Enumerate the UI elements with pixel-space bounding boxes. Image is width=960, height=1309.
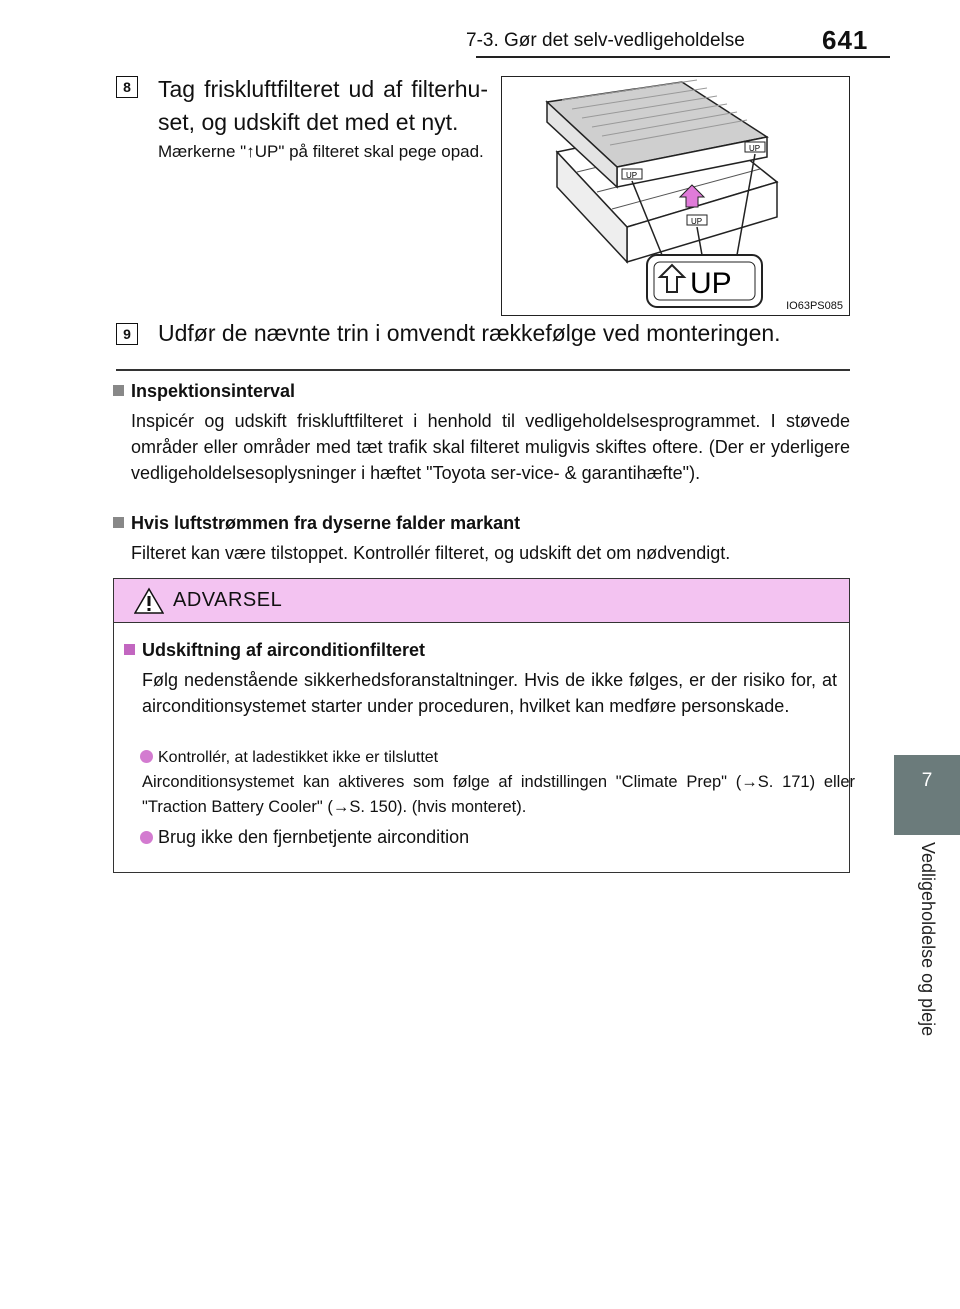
big-up-label: UP (690, 267, 732, 300)
dot-bullet-icon (140, 831, 153, 844)
dot-bullet-icon (140, 750, 153, 763)
warning-heading (124, 640, 425, 661)
section-title: 7-3. Gør det selv-vedligeholdelse (466, 30, 745, 51)
warning-bullet-2 (140, 825, 850, 850)
section-body-1: Inspicér og udskift friskluftfilteret i henhold til vedligeholdelsesprogrammet. I støvede områder eller områder med tæt trafik skal filteret muligvis skiftes oftere. (Der er yderligere vedligeholdelsesoplysninger i hæftet "Toyota ser-vice- & garantihæfte"). (131, 411, 850, 483)
step9-text: Udfør de nævnte trin i omvendt rækkefølge ved monteringen. (158, 320, 781, 346)
chapter-tab (894, 755, 960, 835)
image-code: IO63PS085 (786, 300, 843, 312)
small-up-label-1: UP (626, 171, 638, 180)
step8-text: Tag friskluftfilteret ud af filterhu-set, og udskift det med et nyt. (158, 76, 488, 135)
chapter-title: Vedligeholdelse og pleje (918, 842, 938, 1037)
step-number-8: 8 (116, 76, 138, 98)
warning-triangle-icon (134, 587, 164, 615)
header-rule (476, 56, 890, 58)
section-heading-2 (113, 513, 520, 534)
square-bullet-icon (113, 385, 124, 396)
section-body-2: Filteret kan være tilstoppet. Kontrollér filteret, og udskift det om nødvendigt. (131, 543, 731, 563)
chapter-title-container (897, 842, 960, 1072)
square-bullet-icon (124, 644, 135, 655)
section-heading-1-text: Inspektionsinterval (131, 381, 296, 401)
filter-illustration (501, 76, 850, 316)
warning-bullet-1 (140, 745, 850, 770)
small-up-label-2: UP (749, 144, 761, 153)
filter-drawing (502, 77, 849, 315)
warning-header (114, 579, 849, 623)
warning-heading-text: Udskiftning af airconditionfilteret (142, 640, 426, 660)
warning-bullet-2-title: Brug ikke den fjernbetjente aircondition (158, 827, 470, 847)
warning-bullet-1-body: Airconditionsystemet kan aktiveres som følge af indstillingen "Climate Prep" (→S. 171) eller "Traction Battery Cooler" (→S. 150). (hvis monteret). (142, 773, 855, 816)
page-number: 641 (822, 25, 869, 55)
warning-bullet-1-title: Kontrollér, at ladestikket ikke er tilsluttet (158, 749, 439, 766)
warning-title: ADVARSEL (173, 589, 283, 611)
small-up-label-3: UP (691, 217, 703, 226)
warning-body: Følg nedenstående sikkerhedsforanstaltninger. Hvis de ikke følges, er der risiko for, at airconditionsystemet starter under proceduren, hvilket kan medføre personskade. (142, 670, 837, 716)
section-heading-1 (113, 381, 295, 402)
chapter-number: 7 (921, 770, 933, 791)
square-bullet-icon (113, 517, 124, 528)
warning-box (113, 578, 855, 873)
step-number-9: 9 (116, 323, 138, 345)
step8-note: Mærkerne "↑UP" på filteret skal pege opad. (158, 142, 484, 161)
section-divider (116, 369, 850, 371)
section-heading-2-text: Hvis luftstrømmen fra dyserne falder markant (131, 513, 521, 533)
